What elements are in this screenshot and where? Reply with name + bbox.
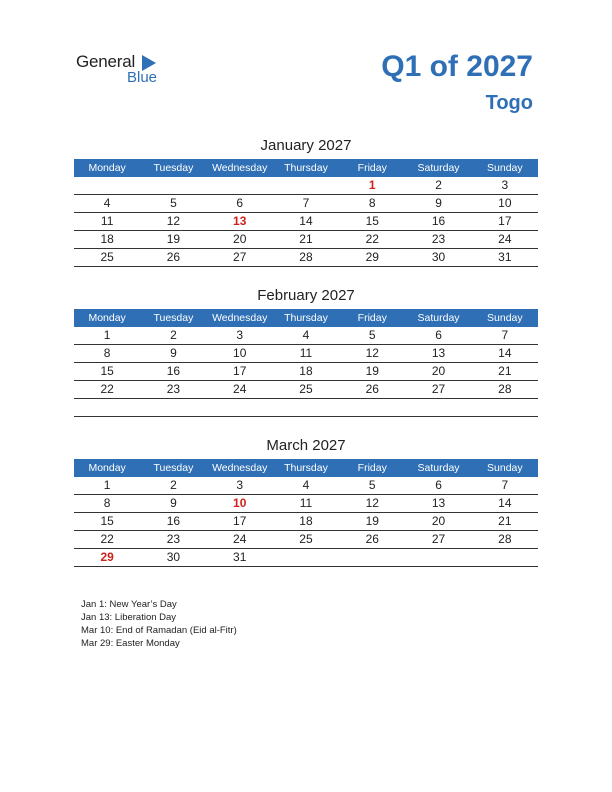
day-cell: 12: [166, 214, 181, 228]
holiday-note: Jan 1: New Year’s Day: [81, 599, 177, 610]
day-cell: 1: [103, 328, 111, 342]
day-cell: 10: [233, 346, 247, 360]
week-row: [74, 231, 538, 249]
day-cell: 19: [365, 364, 379, 378]
holiday-day-cell: 29: [100, 550, 114, 564]
day-cell: 15: [100, 514, 114, 528]
month-calendar: [74, 287, 538, 417]
weekday-label: Thursday: [284, 312, 328, 324]
week-row: [74, 477, 538, 495]
weekday-label: Wednesday: [212, 312, 268, 324]
day-cell: 25: [299, 382, 313, 396]
day-cell: 4: [103, 196, 111, 210]
day-cell: 2: [170, 328, 177, 342]
day-cell: 8: [103, 346, 111, 360]
day-cell: [207, 399, 273, 416]
day-cell: [472, 399, 538, 416]
day-cell: 31: [233, 550, 247, 564]
week-row: [74, 495, 538, 513]
day-cell: 30: [431, 250, 446, 264]
day-cell: 4: [302, 478, 310, 492]
day-cell: 28: [498, 532, 512, 546]
weekday-label: Saturday: [417, 312, 460, 324]
day-cell: 17: [233, 514, 247, 528]
day-cell: 3: [236, 328, 244, 342]
day-cell: [207, 177, 273, 194]
day-cell: 20: [233, 232, 247, 246]
day-cell: 8: [368, 196, 376, 210]
day-cell: 6: [435, 328, 442, 342]
day-cell: 2: [170, 478, 177, 492]
day-cell: [405, 549, 471, 566]
day-cell: 17: [233, 364, 247, 378]
day-cell: 27: [431, 382, 446, 396]
weekday-label: Sunday: [487, 462, 523, 474]
day-cell: 12: [365, 496, 379, 510]
day-cell: 23: [431, 232, 446, 246]
day-cell: 26: [166, 250, 181, 264]
country-name: Togo: [485, 92, 533, 114]
week-row: [74, 381, 538, 399]
week-row: [74, 399, 538, 417]
week-row: [74, 345, 538, 363]
day-cell: 3: [501, 178, 509, 192]
day-cell: [339, 399, 405, 416]
weekday-header: [74, 309, 538, 327]
holiday-day-cell: 1: [368, 178, 376, 192]
day-cell: 1: [103, 478, 111, 492]
day-cell: 18: [299, 364, 313, 378]
day-cell: [74, 399, 140, 416]
day-cell: 14: [498, 346, 512, 360]
weekday-label: Saturday: [417, 462, 460, 474]
weekday-label: Tuesday: [153, 312, 194, 324]
day-cell: 9: [170, 496, 177, 510]
weekday-label: Wednesday: [212, 162, 268, 174]
weekday-label: Tuesday: [153, 162, 194, 174]
day-cell: 27: [233, 250, 247, 264]
month-title: February 2027: [257, 287, 355, 304]
day-cell: [273, 399, 339, 416]
day-cell: [140, 399, 206, 416]
day-cell: 20: [431, 514, 446, 528]
day-cell: 5: [368, 328, 376, 342]
weekday-label: Monday: [88, 462, 126, 474]
week-row: [74, 195, 538, 213]
week-row: [74, 177, 538, 195]
day-cell: 2: [435, 178, 442, 192]
day-cell: 13: [431, 346, 446, 360]
week-row: [74, 213, 538, 231]
day-cell: 26: [365, 532, 379, 546]
day-cell: 24: [233, 532, 247, 546]
week-row: [74, 531, 538, 549]
day-cell: [472, 549, 538, 566]
day-cell: 20: [431, 364, 446, 378]
day-cell: 5: [170, 196, 177, 210]
day-cell: [140, 177, 206, 194]
month-calendar: [74, 437, 538, 567]
day-cell: 22: [365, 232, 379, 246]
day-cell: 15: [100, 364, 114, 378]
day-cell: 4: [302, 328, 310, 342]
weekday-label: Friday: [357, 462, 387, 474]
day-cell: 6: [236, 196, 244, 210]
day-cell: 11: [299, 346, 313, 360]
holiday-day-cell: 10: [233, 496, 247, 510]
holiday-note: Jan 13: Liberation Day: [81, 612, 177, 623]
month-title: January 2027: [260, 137, 352, 154]
day-cell: 16: [166, 364, 181, 378]
day-cell: [273, 549, 339, 566]
holiday-note: Mar 10: End of Ramadan (Eid al-Fitr): [81, 625, 237, 636]
page-title: Q1 of 2027: [381, 50, 533, 83]
day-cell: 5: [368, 478, 376, 492]
weekday-label: Monday: [88, 162, 126, 174]
day-cell: 14: [299, 214, 313, 228]
day-cell: 30: [166, 550, 181, 564]
logo-word-general: General: [76, 52, 136, 71]
day-cell: 8: [103, 496, 111, 510]
day-cell: [273, 177, 339, 194]
weekday-label: Tuesday: [153, 462, 194, 474]
day-cell: 18: [100, 232, 114, 246]
day-cell: 12: [365, 346, 379, 360]
day-cell: 19: [365, 514, 379, 528]
weekday-label: Wednesday: [212, 462, 268, 474]
holiday-day-cell: 13: [233, 214, 247, 228]
day-cell: 9: [170, 346, 177, 360]
day-cell: 21: [498, 364, 512, 378]
day-cell: 22: [100, 532, 114, 546]
holiday-note: Mar 29: Easter Monday: [81, 638, 180, 649]
week-row: [74, 513, 538, 531]
day-cell: 28: [498, 382, 512, 396]
week-row: [74, 549, 538, 567]
day-cell: 21: [498, 514, 512, 528]
logo-word-blue: Blue: [127, 69, 158, 86]
week-row: [74, 327, 538, 345]
day-cell: 27: [431, 532, 446, 546]
weekday-label: Monday: [88, 312, 126, 324]
day-cell: 24: [498, 232, 512, 246]
day-cell: 23: [166, 382, 181, 396]
month-title: March 2027: [266, 437, 346, 454]
day-cell: 3: [236, 478, 244, 492]
day-cell: 21: [299, 232, 313, 246]
day-cell: [339, 549, 405, 566]
day-cell: 7: [501, 328, 509, 342]
day-cell: 9: [435, 196, 442, 210]
logo-flag-icon: [142, 55, 156, 71]
day-cell: 25: [299, 532, 313, 546]
logo: [76, 52, 158, 86]
month-calendar: [74, 137, 538, 267]
day-cell: 16: [166, 514, 181, 528]
day-cell: 19: [166, 232, 181, 246]
week-row: [74, 363, 538, 381]
day-cell: 10: [498, 196, 512, 210]
weekday-header: [74, 459, 538, 477]
week-row: [74, 249, 538, 267]
day-cell: 14: [498, 496, 512, 510]
day-cell: 7: [501, 478, 509, 492]
day-cell: [405, 399, 471, 416]
weekday-label: Friday: [357, 312, 387, 324]
day-cell: 15: [365, 214, 379, 228]
day-cell: [74, 177, 140, 194]
day-cell: 13: [431, 496, 446, 510]
day-cell: 23: [166, 532, 181, 546]
day-cell: 22: [100, 382, 114, 396]
weekday-label: Thursday: [284, 462, 328, 474]
weekday-label: Friday: [357, 162, 387, 174]
day-cell: 6: [435, 478, 442, 492]
weekday-header: [74, 159, 538, 177]
day-cell: 24: [233, 382, 247, 396]
weekday-label: Sunday: [487, 162, 523, 174]
day-cell: 16: [431, 214, 446, 228]
day-cell: 7: [302, 196, 310, 210]
day-cell: 28: [299, 250, 313, 264]
day-cell: 17: [498, 214, 512, 228]
day-cell: 11: [299, 496, 313, 510]
day-cell: 26: [365, 382, 379, 396]
weekday-label: Sunday: [487, 312, 523, 324]
holiday-notes: [81, 598, 237, 650]
day-cell: 31: [498, 250, 512, 264]
weekday-label: Saturday: [417, 162, 460, 174]
day-cell: 11: [100, 214, 114, 228]
day-cell: 29: [365, 250, 379, 264]
day-cell: 25: [100, 250, 114, 264]
weekday-label: Thursday: [284, 162, 328, 174]
day-cell: 18: [299, 514, 313, 528]
